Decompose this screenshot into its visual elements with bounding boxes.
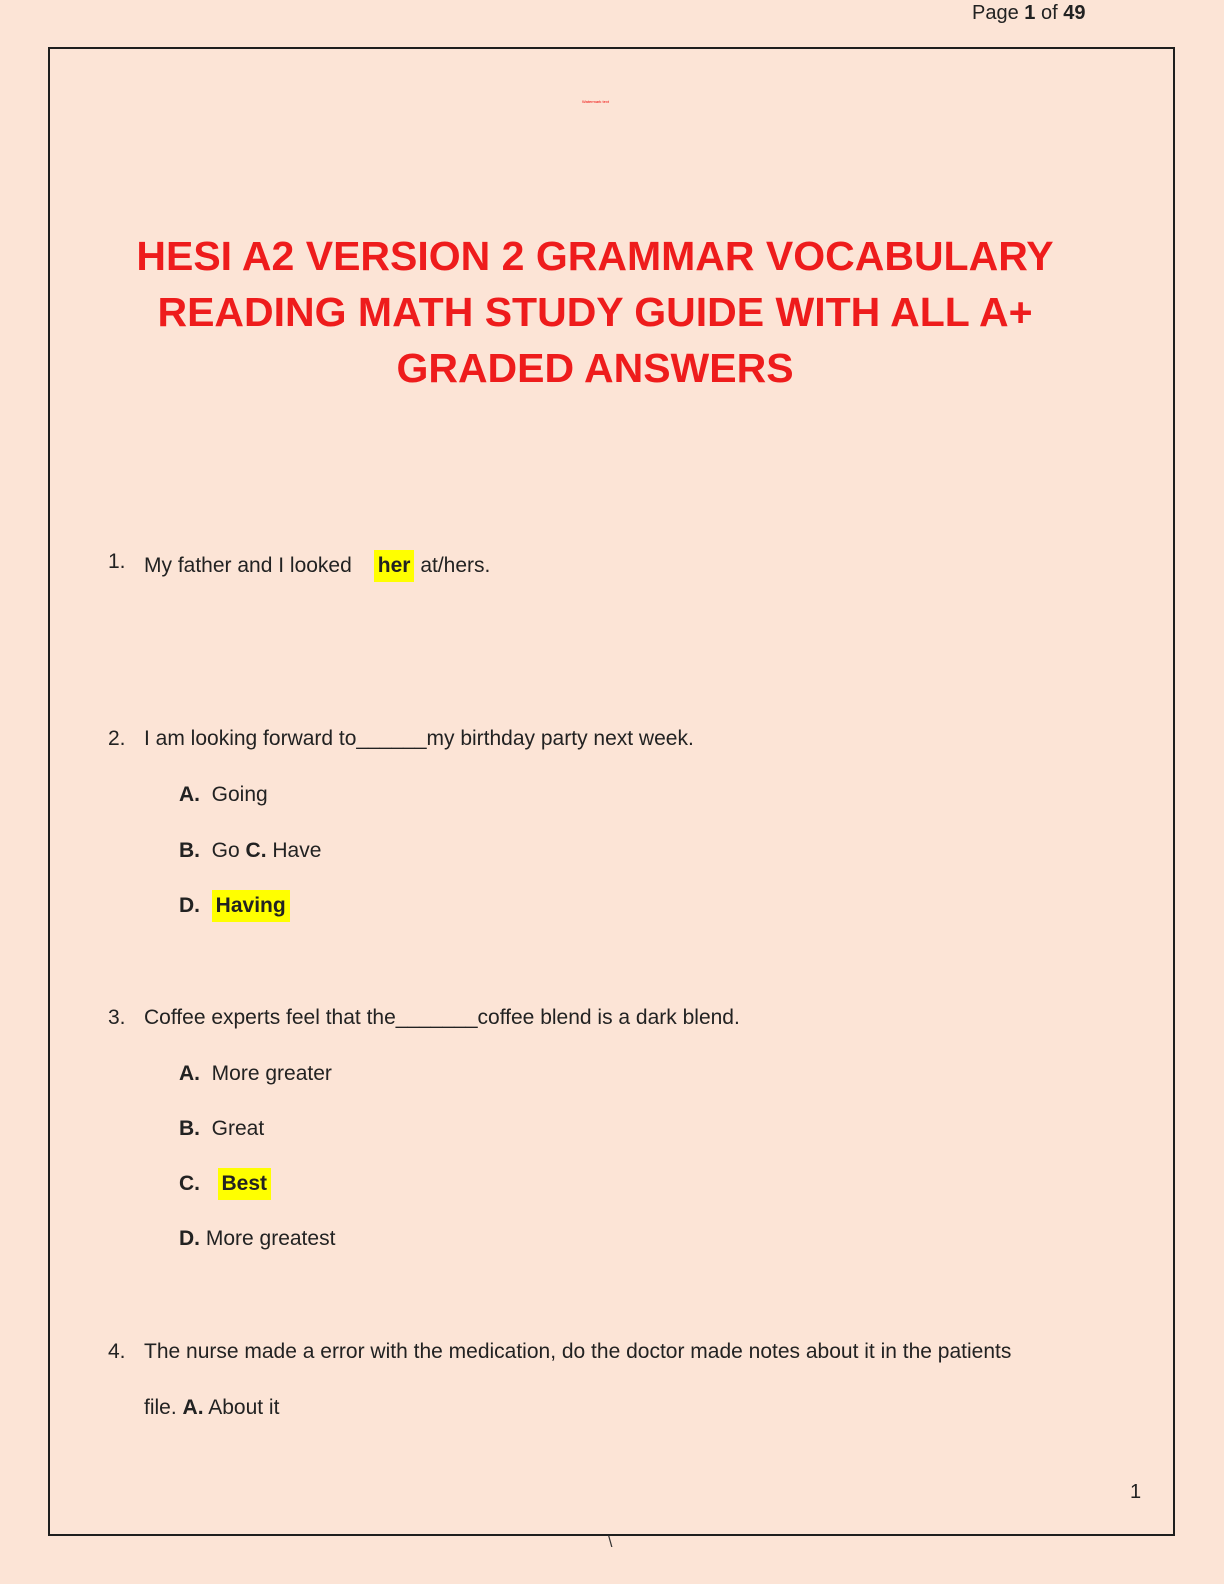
footer-mark: \ — [608, 1534, 613, 1551]
option-letter: B. — [179, 1117, 200, 1140]
highlighted-answer: Having — [212, 890, 290, 922]
option-c — [179, 1168, 271, 1200]
of-word: of — [1040, 2, 1058, 24]
question-text: Coffee experts feel that the_______coffee blend is a dark blend. — [144, 1006, 740, 1029]
question-number: 1. — [108, 550, 126, 573]
question-3 — [108, 1006, 908, 1036]
option-d — [179, 890, 290, 922]
question-text: The nurse made a error with the medication, do the doctor made notes about it in the patients — [144, 1340, 1012, 1363]
option-d — [179, 1227, 335, 1251]
option-letter: D. — [179, 894, 200, 917]
option-letter: D. — [179, 1227, 200, 1250]
highlighted-answer: her — [374, 550, 415, 582]
title-line-1: HESI A2 VERSION 2 GRAMMAR VOCABULARY — [136, 233, 1054, 279]
question-number: 3. — [108, 1006, 126, 1029]
option-a — [179, 783, 268, 807]
title-line-3: GRADED ANSWERS — [396, 345, 794, 391]
option-a — [179, 1062, 332, 1086]
option-b-c — [179, 839, 321, 863]
tiny-watermark-text: Watermark text — [582, 99, 609, 104]
option-text: More greatest — [205, 1227, 336, 1250]
option-text: Going — [211, 783, 268, 806]
page-word: Page — [972, 2, 1019, 24]
option-text: More greater — [211, 1062, 332, 1085]
option-text: Have — [272, 839, 322, 862]
page-indicator — [972, 2, 1085, 25]
title-line-2: READING MATH STUDY GUIDE WITH ALL A+ — [157, 289, 1033, 335]
current-page: 1 — [1024, 2, 1036, 24]
question-text-continued: file. — [144, 1396, 177, 1419]
option-letter: A. — [182, 1396, 204, 1419]
question-text-before: My father and I looked — [144, 554, 352, 577]
total-pages: 49 — [1063, 2, 1086, 24]
option-text: Great — [211, 1117, 265, 1140]
option-letter: B. — [179, 839, 200, 862]
document-title — [60, 228, 1130, 396]
question-text-after: at/hers. — [420, 554, 491, 577]
option-text: Go — [211, 839, 240, 862]
question-number: 2. — [108, 727, 126, 750]
question-number: 4. — [108, 1340, 126, 1363]
option-letter: C. — [179, 1172, 200, 1195]
question-1 — [108, 550, 708, 582]
option-letter: A. — [179, 783, 200, 806]
question-text: I am looking forward to______my birthday party next week. — [144, 727, 694, 750]
option-text: About it — [208, 1396, 280, 1419]
question-4-continuation — [144, 1396, 279, 1420]
page-number: 1 — [1130, 1481, 1142, 1503]
question-text — [144, 550, 490, 582]
option-b — [179, 1117, 264, 1141]
option-letter: C. — [245, 839, 267, 862]
option-letter: A. — [179, 1062, 200, 1085]
question-2 — [108, 727, 908, 757]
question-4 — [108, 1340, 1108, 1370]
highlighted-answer: Best — [218, 1168, 272, 1200]
